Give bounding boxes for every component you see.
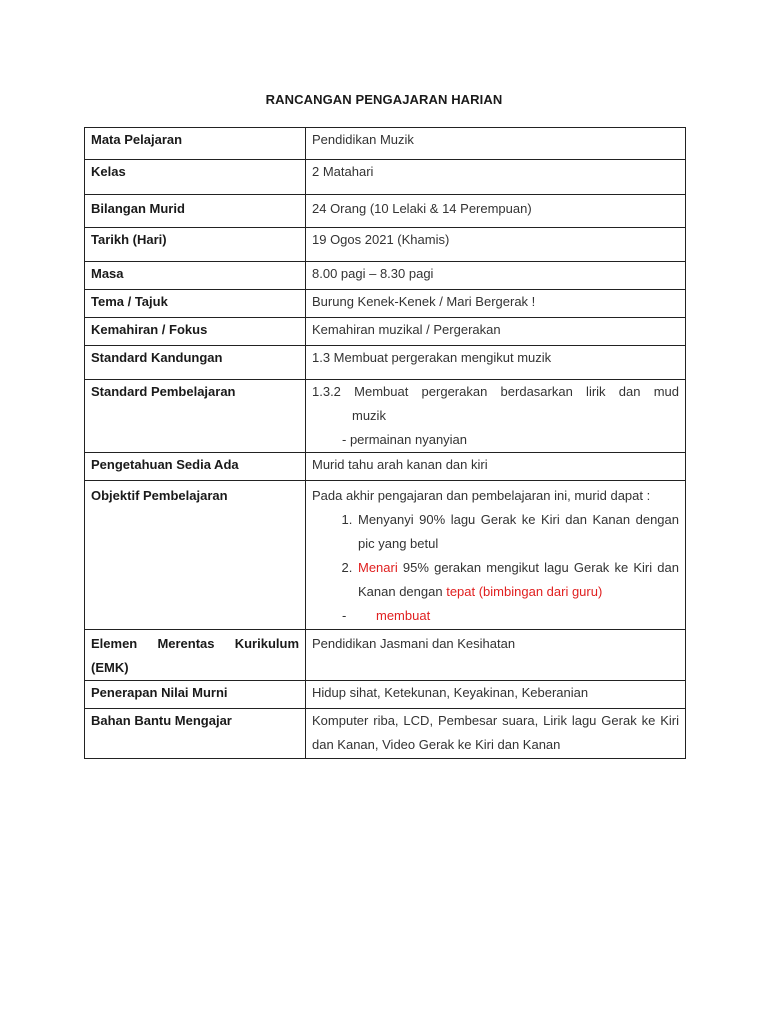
table-row <box>85 630 686 681</box>
row-label-objektif: Objektif Pembelajaran <box>85 481 306 630</box>
table-row <box>85 160 686 195</box>
row-value-bbm: Komputer riba, LCD, Pembesar suara, Lirik lagu Gerak ke Kiri dan Kanan, Video Gerak ke Kiri dan Kanan <box>306 709 686 759</box>
row-label-bilangan-murid: Bilangan Murid <box>85 195 306 228</box>
objektif-item-1: 1. Menyanyi 90% lagu Gerak ke Kiri dan Kanan dengan pic yang betul <box>356 508 679 556</box>
table-row <box>85 481 686 630</box>
row-value-pengetahuan: Murid tahu arah kanan dan kiri <box>306 453 686 481</box>
row-value-standard-kandungan: 1.3 Membuat pergerakan mengikut muzik <box>306 346 686 380</box>
row-value-emk: Pendidikan Jasmani dan Kesihatan <box>306 630 686 681</box>
table-row <box>85 346 686 380</box>
table-row <box>85 128 686 160</box>
table-row <box>85 195 686 228</box>
row-value-standard-pembelajaran <box>306 380 686 453</box>
row-label-standard-pembelajaran: Standard Pembelajaran <box>85 380 306 453</box>
row-label-bbm: Bahan Bantu Mengajar <box>85 709 306 759</box>
objektif-item-2-text: 95% gerakan mengikut lagu Gerak ke Kiri dan Kanan dengan <box>358 560 679 599</box>
document-title: RANCANGAN PENGAJARAN HARIAN <box>265 92 503 107</box>
row-value-nilai: Hidup sihat, Ketekunan, Keyakinan, Keberanian <box>306 681 686 709</box>
row-value-tarikh: 19 Ogos 2021 (Khamis) <box>306 228 686 262</box>
row-label-tarikh: Tarikh (Hari) <box>85 228 306 262</box>
table-row <box>85 453 686 481</box>
row-value-bilangan-murid: 24 Orang (10 Lelaki & 14 Perempuan) <box>306 195 686 228</box>
row-label-pengetahuan: Pengetahuan Sedia Ada <box>85 453 306 481</box>
row-value-masa: 8.00 pagi – 8.30 pagi <box>306 262 686 290</box>
lesson-plan-table <box>84 127 686 759</box>
objektif-dash-text: membuat <box>376 608 431 623</box>
table-row <box>85 681 686 709</box>
objektif-dash-line <box>312 604 679 628</box>
objektif-dash: - <box>342 608 347 623</box>
table-row <box>85 709 686 759</box>
row-label-kelas: Kelas <box>85 160 306 195</box>
row-label-standard-kandungan: Standard Kandungan <box>85 346 306 380</box>
row-label-kemahiran: Kemahiran / Fokus <box>85 318 306 346</box>
table-row <box>85 262 686 290</box>
objektif-item-2 <box>356 556 679 604</box>
row-label-emk <box>85 630 306 681</box>
row-value-mata-pelajaran: Pendidikan Muzik <box>306 128 686 160</box>
sp-line-1: 1.3.2 Membuat pergerakan berdasarkan lirik dan mud <box>312 384 679 399</box>
row-value-kelas: 2 Matahari <box>306 160 686 195</box>
objektif-item-2-red-2: tepat (bimbingan dari guru) <box>446 584 603 599</box>
row-value-tema: Burung Kenek-Kenek / Mari Bergerak ! <box>306 290 686 318</box>
row-value-kemahiran: Kemahiran muzikal / Pergerakan <box>306 318 686 346</box>
emk-label-line-1: Elemen Merentas Kurikulum <box>91 636 299 651</box>
objektif-list <box>312 508 679 604</box>
row-value-objektif <box>306 481 686 630</box>
table-row <box>85 380 686 453</box>
row-label-nilai: Penerapan Nilai Murni <box>85 681 306 709</box>
row-label-masa: Masa <box>85 262 306 290</box>
table-row <box>85 228 686 262</box>
objektif-intro: Pada akhir pengajaran dan pembelajaran ini, murid dapat : <box>312 488 651 503</box>
sp-line-3: - permainan nyanyian <box>342 432 468 447</box>
sp-line-2: muzik <box>352 408 386 423</box>
objektif-item-2-red-1: Menari <box>358 560 398 575</box>
table-row <box>85 290 686 318</box>
emk-label-line-2: (EMK) <box>91 660 129 675</box>
row-label-mata-pelajaran: Mata Pelajaran <box>85 128 306 160</box>
row-label-tema: Tema / Tajuk <box>85 290 306 318</box>
table-row <box>85 318 686 346</box>
